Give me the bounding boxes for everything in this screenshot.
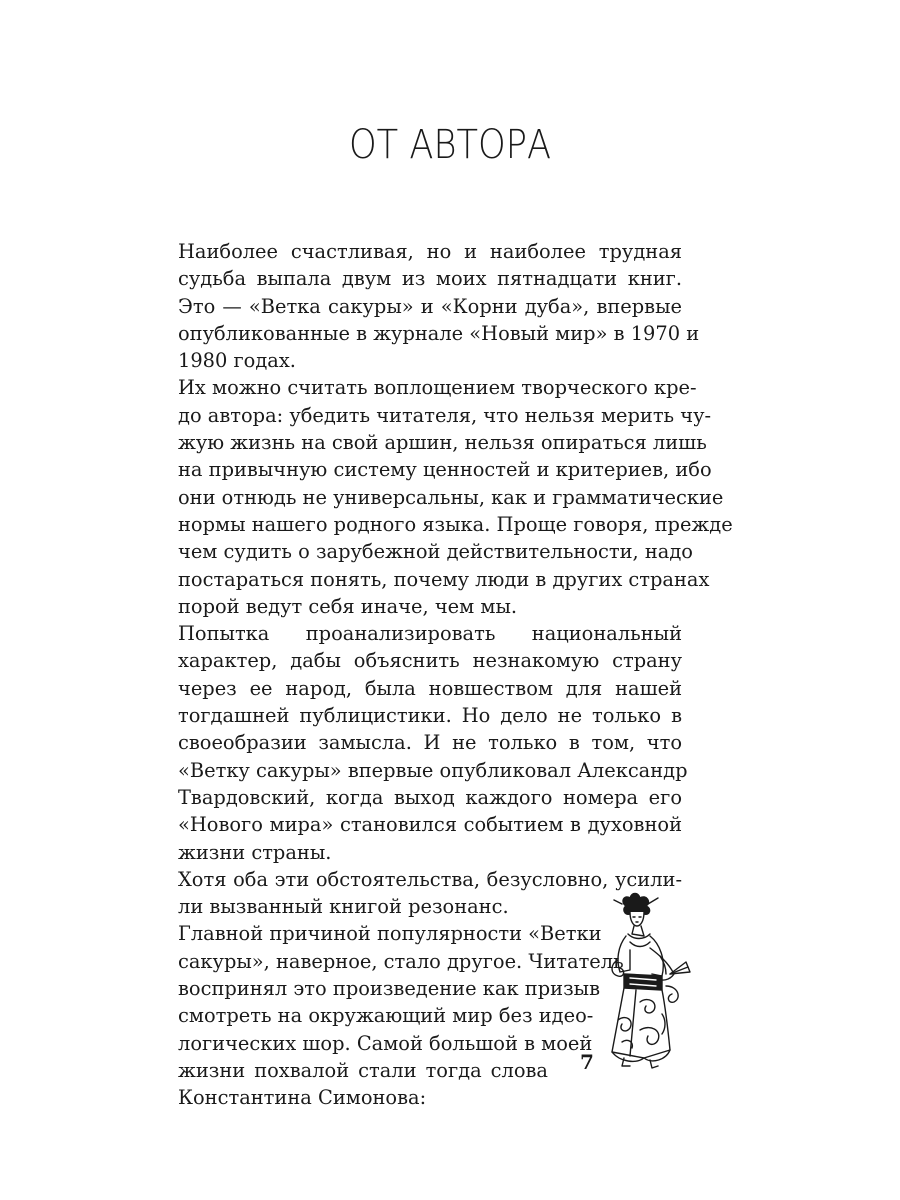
text-line: порой ведут себя иначе, чем мы.: [178, 594, 518, 618]
text-line: до автора: убедить читателя, что нельзя мерить чу-: [178, 403, 712, 427]
text-line: на привычную систему ценностей и критериев, ибо: [178, 458, 712, 482]
text-line: Попытка проанализировать национальный: [178, 622, 682, 646]
text-line: жизни страны.: [178, 840, 332, 864]
text-line: опубликованные в журнале «Новый мир» в 1970 и: [178, 321, 700, 345]
text-line: «Ветку сакуры» впервые опубликовал Александр: [178, 758, 688, 782]
text-line: логических шор. Самой большой в моей: [178, 1031, 593, 1055]
text-line: 1980 годах.: [178, 349, 296, 373]
text-line: Наиболее счастливая, но и наиболее трудная: [178, 240, 682, 263]
text-line: Их можно считать воплощением творческого кре-: [178, 376, 697, 400]
text-line: жизни похвалой стали тогда слова: [178, 1058, 548, 1082]
chapter-title: ОТ АВТОРА: [348, 122, 552, 168]
text-line: Главной причиной популярности «Ветки: [178, 922, 602, 946]
text-line: своеобразии замысла. И не только в том, что: [178, 731, 682, 755]
text-line: Хотя оба эти обстоятельства, безусловно, усили-: [178, 867, 682, 891]
text-line: постараться понять, почему люди в других странах: [178, 567, 710, 591]
text-line: характер, дабы объяснить незнакомую страну: [178, 649, 682, 673]
paragraph: [148, 374, 733, 620]
text-line: тогдашней публицистики. Но дело не только в: [178, 704, 682, 728]
paragraph: [148, 620, 688, 866]
text-line: судьба выпала двум из моих пятнадцати книг.: [178, 267, 682, 291]
text-line: смотреть на окружающий мир без идео-: [178, 1004, 594, 1028]
text-line: жую жизнь на свой аршин, нельзя опираться лишь: [178, 431, 707, 455]
text-line: «Нового мира» становился событием в духовной: [178, 813, 682, 837]
text-line: сакуры», наверное, стало другое. Читатель: [178, 949, 624, 973]
text-line: через ее народ, была новшеством для нашей: [178, 676, 682, 700]
text-line: ли вызванный книгой резонанс.: [178, 895, 509, 919]
text-line: нормы нашего родного языка. Проще говоря, прежде: [178, 512, 733, 536]
text-line: Это — «Ветка сакуры» и «Корни дуба», впервые: [178, 294, 682, 318]
geisha-figure-icon: [600, 890, 696, 1070]
text-line: Константина Симонова:: [178, 1086, 427, 1110]
text-line: они отнюдь не универсальны, как и грамматические: [178, 485, 724, 509]
text-line: воспринял это произведение как призыв: [178, 977, 600, 1001]
page-number: 7: [580, 1050, 594, 1074]
text-line: Твардовский, когда выход каждого номера его: [178, 785, 682, 809]
text-line: чем судить о зарубежной действительности, надо: [178, 540, 693, 564]
paragraph: [148, 238, 700, 374]
